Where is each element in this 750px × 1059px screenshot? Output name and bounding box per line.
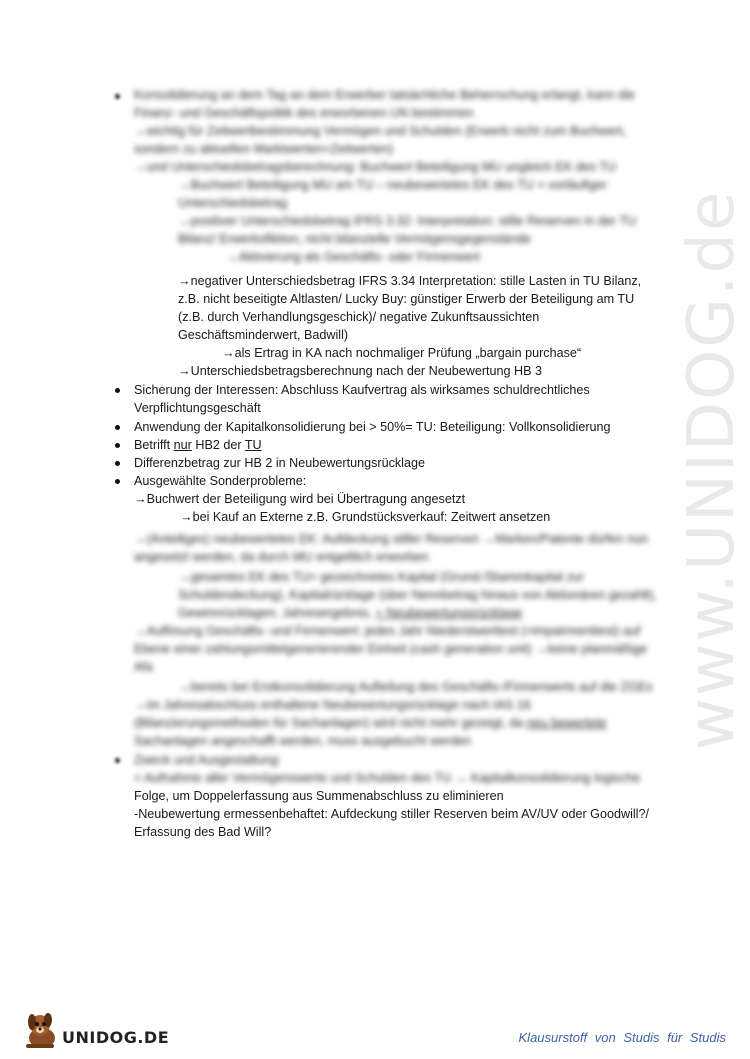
text-line: sondern zu aktuellen Marktwerten=Zeitwerten) bbox=[134, 142, 394, 156]
text-line: →im Jahresabschluss enthaltene Neubewertungsrücklage nach IAS 16 bbox=[134, 698, 531, 712]
text-line: Unterschiedsbetrag bbox=[178, 196, 288, 210]
text-line: →bereits bei Erstkonsolidierung Aufteilung des Geschäfts-/Firmenwerts auf die ZGEs bbox=[178, 680, 653, 694]
text-line: Schuldendeckung), Kapitalrücklage (über Nennbetrag hinaus von Aktionären gezahlt), bbox=[178, 588, 657, 602]
underlined-text: nur bbox=[173, 438, 192, 452]
underlined-text: TU bbox=[244, 438, 262, 452]
text-line: -Neubewertung ermessenbehaftet: Aufdeckung stiller Reserven beim AV/UV oder Goodwill?/ bbox=[134, 807, 649, 821]
text-line: (z.B. durch Verhandlungsgeschick)/ negative Zukunftsaussichten bbox=[178, 310, 540, 324]
text-line: →positiver Unterschiedsbetrag IFRS 3.32: Interpretation: stille Reserven in der TU bbox=[178, 214, 637, 228]
bullet bbox=[115, 479, 120, 484]
text-line: →Buchwert Beteiligung MU am TU – neubewertetes EK des TU = vorläufiger bbox=[178, 178, 607, 192]
text-line: →als Ertrag in KA nach nochmaliger Prüfung „bargain purchase“ bbox=[222, 346, 582, 360]
text-line: Verpflichtungsgeschäft bbox=[134, 401, 261, 415]
text-line: →Aktivierung als Geschäfts- oder Firmenwert bbox=[226, 250, 481, 264]
underlined-text: neu bewertete bbox=[526, 716, 607, 730]
text-line: Erfassung des Bad Will? bbox=[134, 825, 272, 839]
text-run: Gewinnrücklagen, Jahresergebnis, bbox=[178, 606, 376, 620]
text-line: angesetzt werden, da durch MU entgeltlich erworben bbox=[134, 550, 429, 564]
text-line: →bei Kauf an Externe z.B. Grundstücksverkauf: Zeitwert ansetzen bbox=[180, 510, 551, 524]
bullet bbox=[115, 758, 120, 763]
bullet bbox=[115, 461, 120, 466]
text-line: Afa bbox=[134, 660, 153, 674]
bullet bbox=[115, 388, 120, 393]
text-line: →Auflösung Geschäfts- und Firmenwert: jedes Jahr Niederstwerttest (=impairmenttest) auf bbox=[134, 624, 641, 638]
dog-mascot-icon bbox=[22, 1010, 62, 1052]
text-run: HB2 der bbox=[191, 438, 245, 452]
text-run: Betrifft bbox=[134, 438, 174, 452]
text-line: = Aufnahme aller Vermögenswerte und Schulden des TU → Kapitalkonsolidierung logische bbox=[134, 771, 641, 785]
text-line: Geschäftsminderwert, Badwill) bbox=[178, 328, 349, 342]
bullet bbox=[115, 425, 120, 430]
logo-text: UNIDOG.DE bbox=[62, 1028, 170, 1047]
text-line: →negativer Unterschiedsbetrag IFRS 3.34 Interpretation: stille Lasten in TU Bilanz, bbox=[178, 274, 642, 288]
text-line: →(Anteiliges) neubewertetes EK: Aufdeckung stiller Reserven →Marken/Patente dürfen nun bbox=[134, 532, 648, 546]
text-line bbox=[134, 436, 262, 454]
text-line: →Unterschiedsbetragsberechnung nach der Neubewertung HB 3 bbox=[178, 364, 543, 378]
text-run: (Bilanzierungsmethoden für Sachanlagen) wird nicht mehr gezeigt, da bbox=[134, 716, 527, 730]
text-line bbox=[178, 604, 522, 622]
text-line: Sachanlagen angeschafft werden, muss ausgebucht werden bbox=[134, 734, 472, 748]
text-line: Finanz- und Geschäftspolitik des erworbenen UN bestimmen bbox=[134, 106, 474, 120]
text-line: Bilanz/ Erwerbsfiktion, nicht bilanzielle Vermögensgegenstände bbox=[178, 232, 531, 246]
text-line: →Buchwert der Beteiligung wird bei Übertragung angesetzt bbox=[134, 492, 466, 506]
underlined-text: + Neubewertungsrücklage bbox=[375, 606, 523, 620]
text-line: Anwendung der Kapitalkonsolidierung bei > 50%= TU: Beteiligung: Vollkonsolidierung bbox=[134, 420, 611, 434]
text-line: Sicherung der Interessen: Abschluss Kaufvertrag als wirksames schuldrechtliches bbox=[134, 383, 590, 397]
bullet bbox=[115, 443, 120, 448]
text-line: Ebene einer zahlungsmittelgenerierender Einheit (cash generation unit) →keine planmäßige bbox=[134, 642, 648, 656]
text-line: →und Unterschiedsbetragsberechnung: Buchwert Beteiligung MU ungleich EK des TU bbox=[134, 160, 617, 174]
watermark: www.UNIDOG.de bbox=[675, 189, 749, 751]
text-line: Zweck und Ausgestaltung: bbox=[134, 753, 282, 767]
text-line: Ausgewählte Sonderprobleme: bbox=[134, 474, 307, 488]
text-line: →gesamtes EK des TU= gezeichnetes Kapital (Grund-/Stammkapital zur bbox=[178, 570, 585, 584]
text-line: →wichtig für Zeitwertbestimmung Vermögen und Schulden (Erwerb nicht zum Buchwert, bbox=[134, 124, 627, 138]
text-line: z.B. nicht beseitigte Altlasten/ Lucky Buy: günstiger Erwerb der Beteiligung am TU bbox=[178, 292, 635, 306]
unidog-logo bbox=[22, 1010, 182, 1052]
text-line bbox=[134, 714, 607, 732]
footer-slogan: Klausurstoff von Studis für Studis bbox=[518, 1030, 726, 1045]
text-line: Konsolidierung an dem Tag an dem Erwerber tatsächliche Beherrschung erlangt, kann die bbox=[134, 88, 636, 102]
text-line: Differenzbetrag zur HB 2 in Neubewertungsrücklage bbox=[134, 456, 425, 470]
text-line: Folge, um Doppelerfassung aus Summenabschluss zu eliminieren bbox=[134, 789, 504, 803]
bullet bbox=[115, 94, 120, 99]
